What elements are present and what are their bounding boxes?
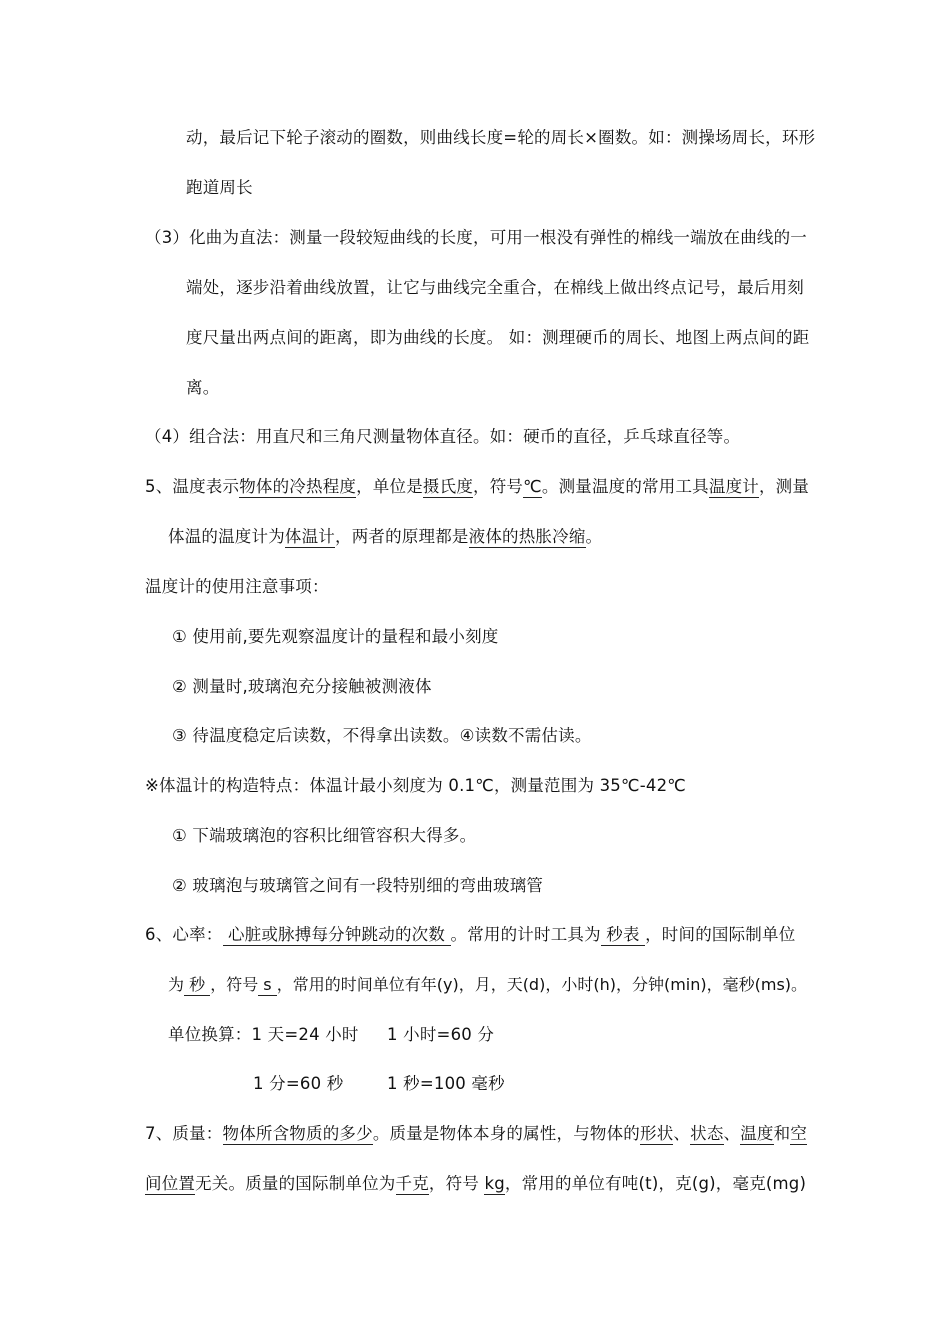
text-run: ，两者的原理都是 — [335, 527, 469, 546]
text-line: ※体温计的构造特点：体温计最小刻度为 0.1℃，测量范围为 35℃-42℃ — [145, 776, 686, 795]
fill-in-answer: 状态 — [690, 1124, 724, 1143]
text-run: 。质量是物体本身的属性，与物体的 — [372, 1124, 641, 1143]
fill-in-answer: 秒表 — [600, 925, 646, 944]
fill-in-answer: 间位置 — [145, 1174, 196, 1193]
mass-definition-line — [145, 1122, 807, 1146]
list-item: ② 测量时,玻璃泡充分接触被测液体 — [172, 677, 432, 696]
time-unit-line — [168, 973, 807, 997]
fill-in-answer: 摄氏度 — [422, 477, 474, 496]
fill-in-answer: 体温计 — [284, 527, 336, 546]
text-run: ，常用的时间单位有年(y)，月，天(d)，小时(h)，分钟(min)，毫秒(ms)。 — [276, 975, 808, 994]
text-run: 1 分=60 秒 — [253, 1074, 344, 1093]
text-line: 端处，逐步沿着曲线放置，让它与曲线完全重合，在棉线上做出终点记号，最后用刻 — [186, 278, 804, 297]
list-item: ③ 待温度稳定后读数，不得拿出读数。④读数不需估读。 — [172, 726, 592, 745]
text-line: 度尺量出两点间的距离，即为曲线的长度。 如：测理硬币的周长、地图上两点间的距 — [186, 328, 810, 347]
text-run: 。 — [585, 527, 603, 546]
temperature-definition-line — [145, 475, 809, 499]
fill-in-answer: ℃ — [523, 477, 542, 496]
text-run: 、 — [723, 1124, 741, 1143]
fill-in-answer: 液体的热胀冷缩 — [468, 527, 586, 546]
fill-in-answer: 心脏或脉搏每分钟跳动的次数 — [222, 925, 451, 944]
text-run: 1 小时=60 分 — [387, 1025, 495, 1044]
fill-in-answer: 秒 — [184, 975, 211, 994]
fill-in-answer: 温度计 — [708, 477, 759, 496]
text-run: ，符号 — [473, 477, 524, 496]
text-run: ，测量 — [758, 477, 810, 496]
text-run: 单位换算：1 天=24 小时 — [168, 1025, 359, 1044]
text-run: 6、心率： — [145, 925, 223, 944]
fill-in-answer: 空 — [790, 1124, 808, 1143]
unit-conversion-line — [253, 1072, 505, 1096]
text-run: 、 — [673, 1124, 691, 1143]
list-item: ② 玻璃泡与玻璃管之间有一段特别细的弯曲玻璃管 — [172, 876, 544, 895]
text-line: （3）化曲为直法：测量一段较短曲线的长度，可用一根没有弹性的棉线一端放在曲线的一 — [145, 228, 807, 247]
fill-in-answer: 物体所含物质的多少 — [222, 1124, 373, 1143]
text-run: ，常用的单位有吨(t)，克(g)，毫克(mg) — [504, 1174, 807, 1193]
text-run: 和 — [773, 1124, 791, 1143]
heart-rate-line — [145, 923, 795, 947]
text-run: ，符号 — [428, 1174, 485, 1193]
text-line: （4）组合法：用直尺和三角尺测量物体直径。如：硬币的直径，乒乓球直径等。 — [145, 427, 741, 446]
text-run: 体温的温度计为 — [168, 527, 285, 546]
text-run: 无关。质量的国际制单位为 — [195, 1174, 396, 1193]
fill-in-answer: s — [258, 975, 277, 994]
text-run: 5、温度表示 — [145, 477, 240, 496]
text-run: 为 — [168, 975, 185, 994]
fill-in-answer: 千克 — [395, 1174, 429, 1193]
unit-conversion-line — [168, 1023, 495, 1047]
text-line: 温度计的使用注意事项： — [145, 577, 329, 596]
text-line: 动，最后记下轮子滚动的圈数，则曲线长度=轮的周长×圈数。如：测操场周长，环形 — [186, 128, 816, 147]
list-item: ① 使用前,要先观察温度计的量程和最小刻度 — [172, 627, 499, 646]
fill-in-answer: 温度 — [740, 1124, 774, 1143]
text-run: ，符号 — [210, 975, 259, 994]
text-run: 7、质量： — [145, 1124, 223, 1143]
text-run: ，单位是 — [356, 477, 423, 496]
text-line: 跑道周长 — [186, 178, 253, 197]
mass-unit-line — [145, 1172, 806, 1196]
fill-in-answer: 物体的冷热程度 — [239, 477, 357, 496]
fill-in-answer: kg — [484, 1174, 505, 1193]
fill-in-answer: 形状 — [640, 1124, 674, 1143]
thermometer-principle-line — [168, 525, 602, 549]
text-run: ，时间的国际制单位 — [645, 925, 796, 944]
text-run: 。测量温度的常用工具 — [541, 477, 709, 496]
list-item: ① 下端玻璃泡的容积比细管容积大得多。 — [172, 826, 477, 845]
text-line: 离。 — [186, 378, 220, 397]
text-run: 1 秒=100 毫秒 — [387, 1074, 505, 1093]
text-run: 。常用的计时工具为 — [450, 925, 601, 944]
